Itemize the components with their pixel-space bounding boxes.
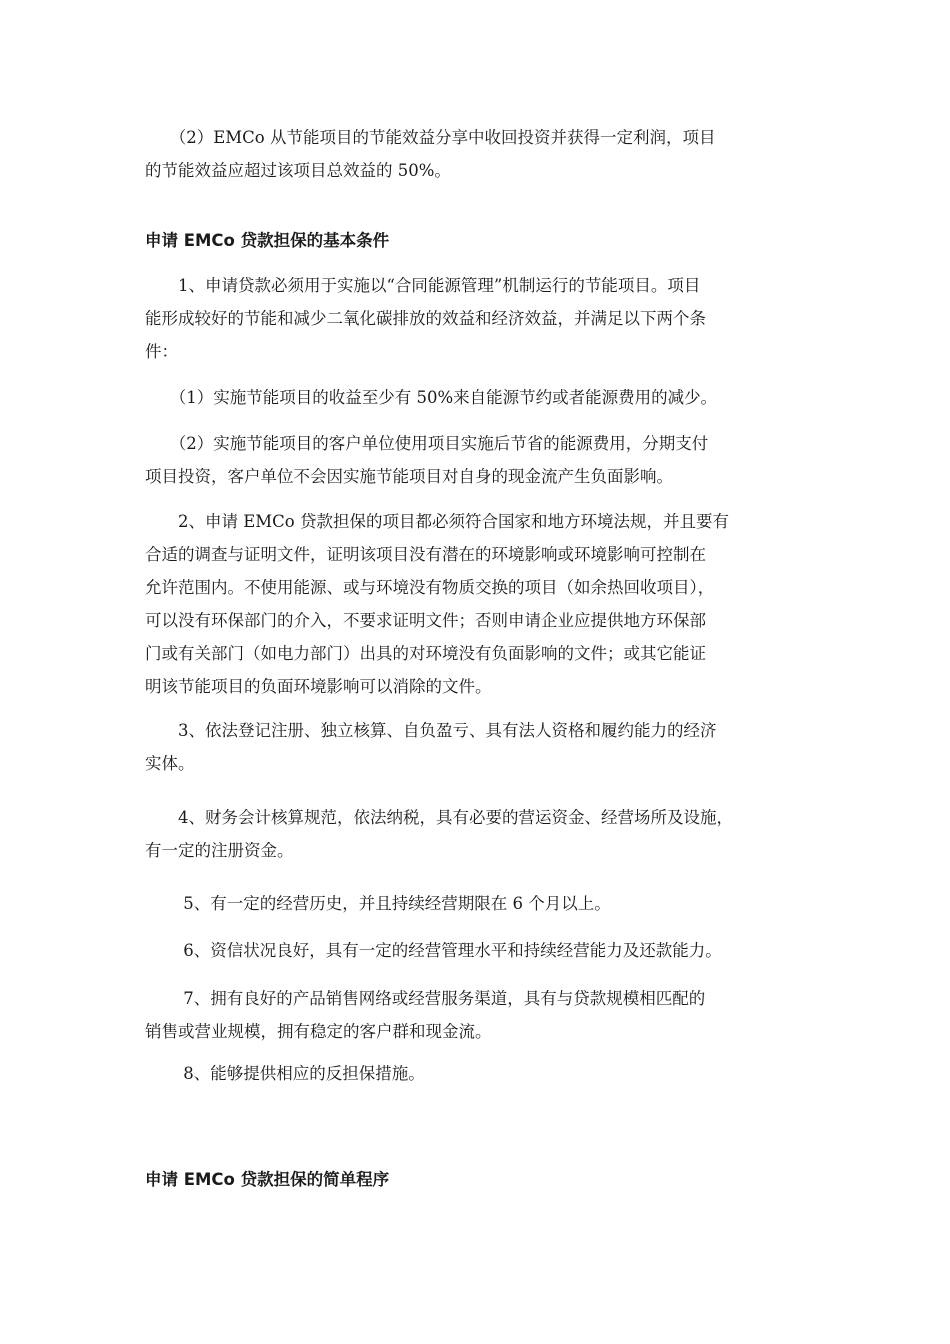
paragraph-condition-1-sub-1 (145, 381, 810, 414)
paragraph-condition-1 (145, 269, 810, 368)
text-line: 1、申请贷款必须用于实施以“合同能源管理”机制运行的节能项目。项目 (145, 276, 701, 295)
text-line: 允许范围内。不使用能源、或与环境没有物质交换的项目（如余热回收项目）， (145, 578, 715, 597)
paragraph-condition-6 (145, 934, 810, 967)
text-line: 6、资信状况良好，具有一定的经营管理水平和持续经营能力及还款能力。 (145, 941, 722, 960)
paragraph-condition-2 (145, 505, 810, 703)
text-line: 件： (145, 342, 178, 361)
text-line: （2）实施节能项目的客户单位使用项目实施后节省的能源费用，分期支付 (145, 434, 709, 453)
section-heading-basic-conditions: 申请 EMCo 贷款担保的基本条件 (145, 231, 390, 250)
text-line: 门或有关部门（如电力部门）出具的对环境没有负面影响的文件；或其它能证 (145, 644, 706, 663)
paragraph-condition-7 (145, 982, 810, 1048)
text-line: 7、拥有良好的产品销售网络或经营服务渠道，具有与贷款规模相匹配的 (145, 989, 706, 1008)
text-line: 的节能效益应超过该项目总效益的 50%。 (145, 161, 451, 180)
text-line: 合适的调查与证明文件，证明该项目没有潜在的环境影响或环境影响可控制在 (145, 545, 706, 564)
paragraph-condition-1-sub-2 (145, 427, 810, 493)
text-line: 销售或营业规模，拥有稳定的客户群和现金流。 (145, 1022, 492, 1041)
text-line: 能形成较好的节能和减少二氧化碳排放的效益和经济效益，并满足以下两个条 (145, 309, 706, 328)
text-line: 明该节能项目的负面环境影响可以消除的文件。 (145, 677, 492, 696)
text-line: 实体。 (145, 754, 195, 773)
text-line: 5、有一定的经营历史，并且持续经营期限在 6 个月以上。 (145, 894, 611, 913)
paragraph-emco-benefit-sharing (145, 121, 810, 187)
text-line: 2、申请 EMCo 贷款担保的项目都必须符合国家和地方环境法规，并且要有 (145, 512, 729, 531)
text-line: 项目投资，客户单位不会因实施节能项目对自身的现金流产生负面影响。 (145, 467, 673, 486)
paragraph-condition-3 (145, 714, 810, 780)
paragraph-condition-5 (145, 887, 810, 920)
paragraph-condition-8 (145, 1057, 810, 1090)
text-line: 可以没有环保部门的介入，不要求证明文件；否则申请企业应提供地方环保部 (145, 611, 706, 630)
text-line: 4、财务会计核算规范，依法纳税，具有必要的营运资金、经营场所及设施， (145, 808, 733, 827)
paragraph-condition-4 (145, 801, 810, 867)
text-line: 3、依法登记注册、独立核算、自负盈亏、具有法人资格和履约能力的经济 (145, 721, 717, 740)
text-line: （1）实施节能项目的收益至少有 50%来自能源节约或者能源费用的减少。 (145, 388, 718, 407)
text-line: （2）EMCo 从节能项目的节能效益分享中收回投资并获得一定利润，项目 (145, 128, 716, 147)
text-line: 8、能够提供相应的反担保措施。 (145, 1064, 425, 1083)
section-heading-simple-procedure: 申请 EMCo 贷款担保的简单程序 (145, 1170, 390, 1189)
text-line: 有一定的注册资金。 (145, 841, 294, 860)
